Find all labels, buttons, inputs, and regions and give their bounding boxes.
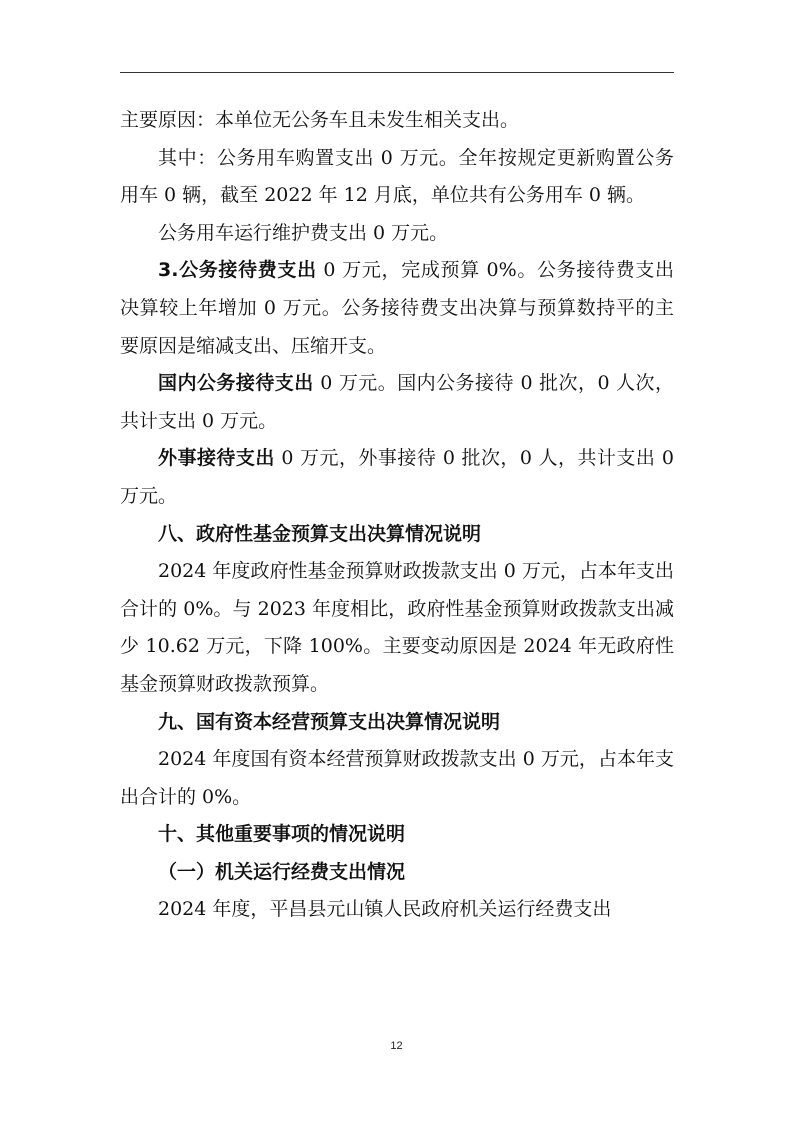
paragraph-operating-expenses: 2024 年度，平昌县元山镇人民政府机关运行经费支出 (158, 898, 612, 921)
page-number: 12 (390, 1040, 403, 1052)
reception-text: 0 万元，完成预算 0%。公务接待费支出决算较上年增加 0 万元。公务接待费支出决算与预算数持平的主要原因是缩减支出、压缩开支。 (120, 259, 674, 357)
paragraph-domestic-reception (120, 365, 674, 440)
subsection-heading-10-1: （一）机关运行经费支出情况 (158, 860, 406, 883)
paragraph-gov-fund: 2024 年度政府性基金预算财政拨款支出 0 万元，占本年支出合计的 0%。与 2023 年度相比，政府性基金预算财政拨款支出减少 10.62 万元，下降 100%。主要变动原因是 2024 年无政府性基金预算财政拨款预算。 (120, 560, 674, 695)
domestic-reception-heading: 国内公务接待支出 (158, 372, 314, 395)
domestic-reception-text: 0 万元。国内公务接待 0 批次，0 人次，共计支出 0 万元。 (120, 372, 674, 432)
paragraph-vehicle-purchase: 其中：公务用车购置支出 0 万元。全年按规定更新购置公务用车 0 辆，截至 2022 年 12 月底，单位共有公务用车 0 辆。 (120, 146, 674, 207)
document-body (120, 102, 674, 929)
reception-heading: 3.公务接待费支出 (158, 259, 317, 282)
paragraph-foreign-reception (120, 440, 674, 515)
foreign-reception-text: 0 万元，外事接待 0 批次，0 人，共计支出 0 万元。 (120, 447, 674, 507)
header-rule (120, 72, 674, 73)
paragraph-reception (120, 252, 674, 365)
section-heading-8: 八、政府性基金预算支出决算情况说明 (158, 522, 482, 545)
section-heading-9: 九、国有资本经营预算支出决算情况说明 (158, 710, 501, 733)
paragraph-reason: 主要原因：本单位无公务车且未发生相关支出。 (120, 109, 520, 131)
foreign-reception-heading: 外事接待支出 (158, 447, 275, 470)
section-heading-10: 十、其他重要事项的情况说明 (158, 823, 406, 846)
paragraph-vehicle-maintenance: 公务用车运行维护费支出 0 万元。 (158, 221, 449, 244)
paragraph-state-capital: 2024 年度国有资本经营预算财政拨款支出 0 万元，占本年支出合计的 0%。 (120, 748, 674, 808)
